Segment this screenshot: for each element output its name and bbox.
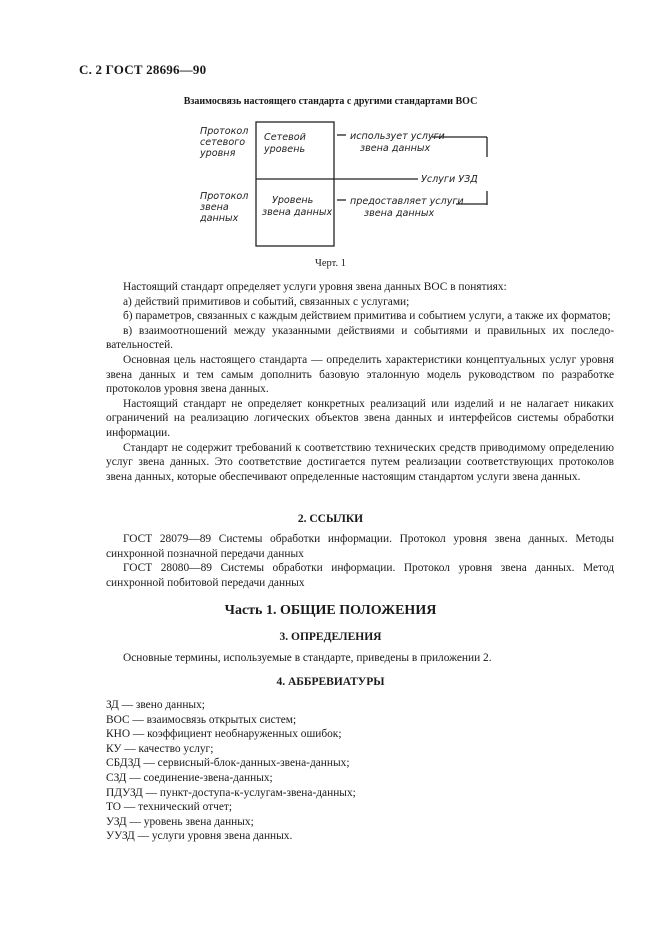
conformance-paragraph: Стандарт не содержит требований к соответствию технических средств приводимому определению услуг звена данных. Это соответствие достигается путем реализации соответствующих протоколов звена данных, которые обеспечивают определенные настоящим стандартом услуги звена данных. (106, 441, 614, 483)
uses-services-label (350, 131, 445, 154)
network-protocol-label (199, 126, 248, 159)
figure-title: Взаимосвязь настоящего стандарта с другими стандартами ВОС (183, 96, 478, 107)
intro-paragraph: Настоящий стандарт определяет услуги уровня звена данных ВОС в понятиях: (123, 281, 507, 293)
abbr-heading: 4. АББРЕВИАТУРЫ (276, 676, 385, 688)
abbr-list (106, 698, 526, 844)
provides-services-line: предоставляет услуги (350, 196, 464, 207)
abbr-item: ВОС — взаимосвязь открытых систем; (106, 713, 297, 726)
abbr-item: УУЗД — услуги уровня звена данных. (106, 830, 293, 843)
figure-caption: Черт. 1 (315, 258, 346, 269)
uses-services-line: звена данных (360, 143, 431, 154)
abbr-item: ТО — технический отчет; (106, 801, 233, 814)
uses-services-line: использует услуги (350, 131, 445, 142)
network-protocol-line: сетевого (200, 137, 246, 148)
abbr-item: ПДУЗД — пункт-доступа-к-услугам-звена-данных; (106, 786, 356, 799)
part-title: Часть 1. ОБЩИЕ ПОЛОЖЕНИЯ (224, 603, 437, 618)
reference-item: ГОСТ 28079—89 Системы обработки информации. Протокол уровня звена данных. Методы синхронной позначной передачи данных (106, 533, 614, 560)
defs-heading: 3. ОПРЕДЕЛЕНИЯ (279, 631, 382, 643)
network-layer-label (263, 132, 306, 155)
scope-paragraph: Настоящий стандарт не определяет конкретных реализаций или изделий и не налагает никаких ограничений на реализацию логических объектов звена данных и интерфейсов системы обработки информации. (106, 397, 614, 439)
intro-item-a: а) действий примитивов и событий, связанных с услугами; (123, 295, 410, 308)
abbr-item: КНО — коэффициент необнаруженных ошибок; (106, 728, 342, 741)
intro-item-b: б) параметров, связанных с каждым действием примитива и событием услуги, а также их форматов; (123, 310, 611, 323)
network-protocol-line: уровня (200, 148, 236, 159)
reference-item: ГОСТ 28080—89 Системы обработки информации. Протокол уровня звена данных. Метод синхронной побитовой передачи данных (106, 562, 614, 589)
network-protocol-line: Протокол (200, 126, 249, 137)
link-layer-line: Уровень (272, 195, 314, 206)
abbr-item: ЗД — звено данных; (106, 699, 205, 711)
layer-diagram (180, 115, 510, 255)
link-protocol-label (199, 191, 248, 224)
provides-services-line: звена данных (364, 208, 435, 219)
refs-heading: 2. ССЫЛКИ (297, 513, 364, 525)
link-protocol-line: звена (200, 202, 229, 213)
network-layer-line: Сетевой (264, 132, 306, 143)
link-layer-line: звена данных (262, 207, 333, 218)
network-layer-line: уровень (264, 144, 306, 155)
purpose-paragraph: Основная цель настоящего стандарта — определить характеристики концептуальных услуг уровня звена данных и тем самым дополнить базовую эталонную модель руководством по разработке протоколов уровня звена данных. (106, 353, 614, 396)
abbr-item: КУ — качество услуг; (106, 742, 214, 755)
page-header: С. 2 ГОСТ 28696—90 (79, 62, 207, 77)
provides-services-label (350, 196, 464, 219)
services-label: Услуги УЗД (421, 174, 478, 185)
abbr-item: СЗД — соединение-звена-данных; (106, 771, 273, 784)
defs-section (106, 651, 614, 666)
intro-item-c: в) взаимоотношений между указанными действиями и событиями и правильных их последо-вательностей. (106, 324, 614, 352)
refs-section (106, 532, 614, 590)
defs-paragraph: Основные термины, используемые в стандарте, приведены в приложении 2. (123, 652, 492, 664)
abbr-item: УЗД — уровень звена данных; (106, 815, 254, 828)
link-protocol-line: Протокол (200, 191, 249, 202)
abbr-item: СБДЗД — сервисный-блок-данных-звена-данных; (106, 757, 350, 770)
link-layer-label (262, 195, 332, 218)
link-protocol-line: данных (200, 213, 239, 224)
intro-section (106, 280, 614, 484)
